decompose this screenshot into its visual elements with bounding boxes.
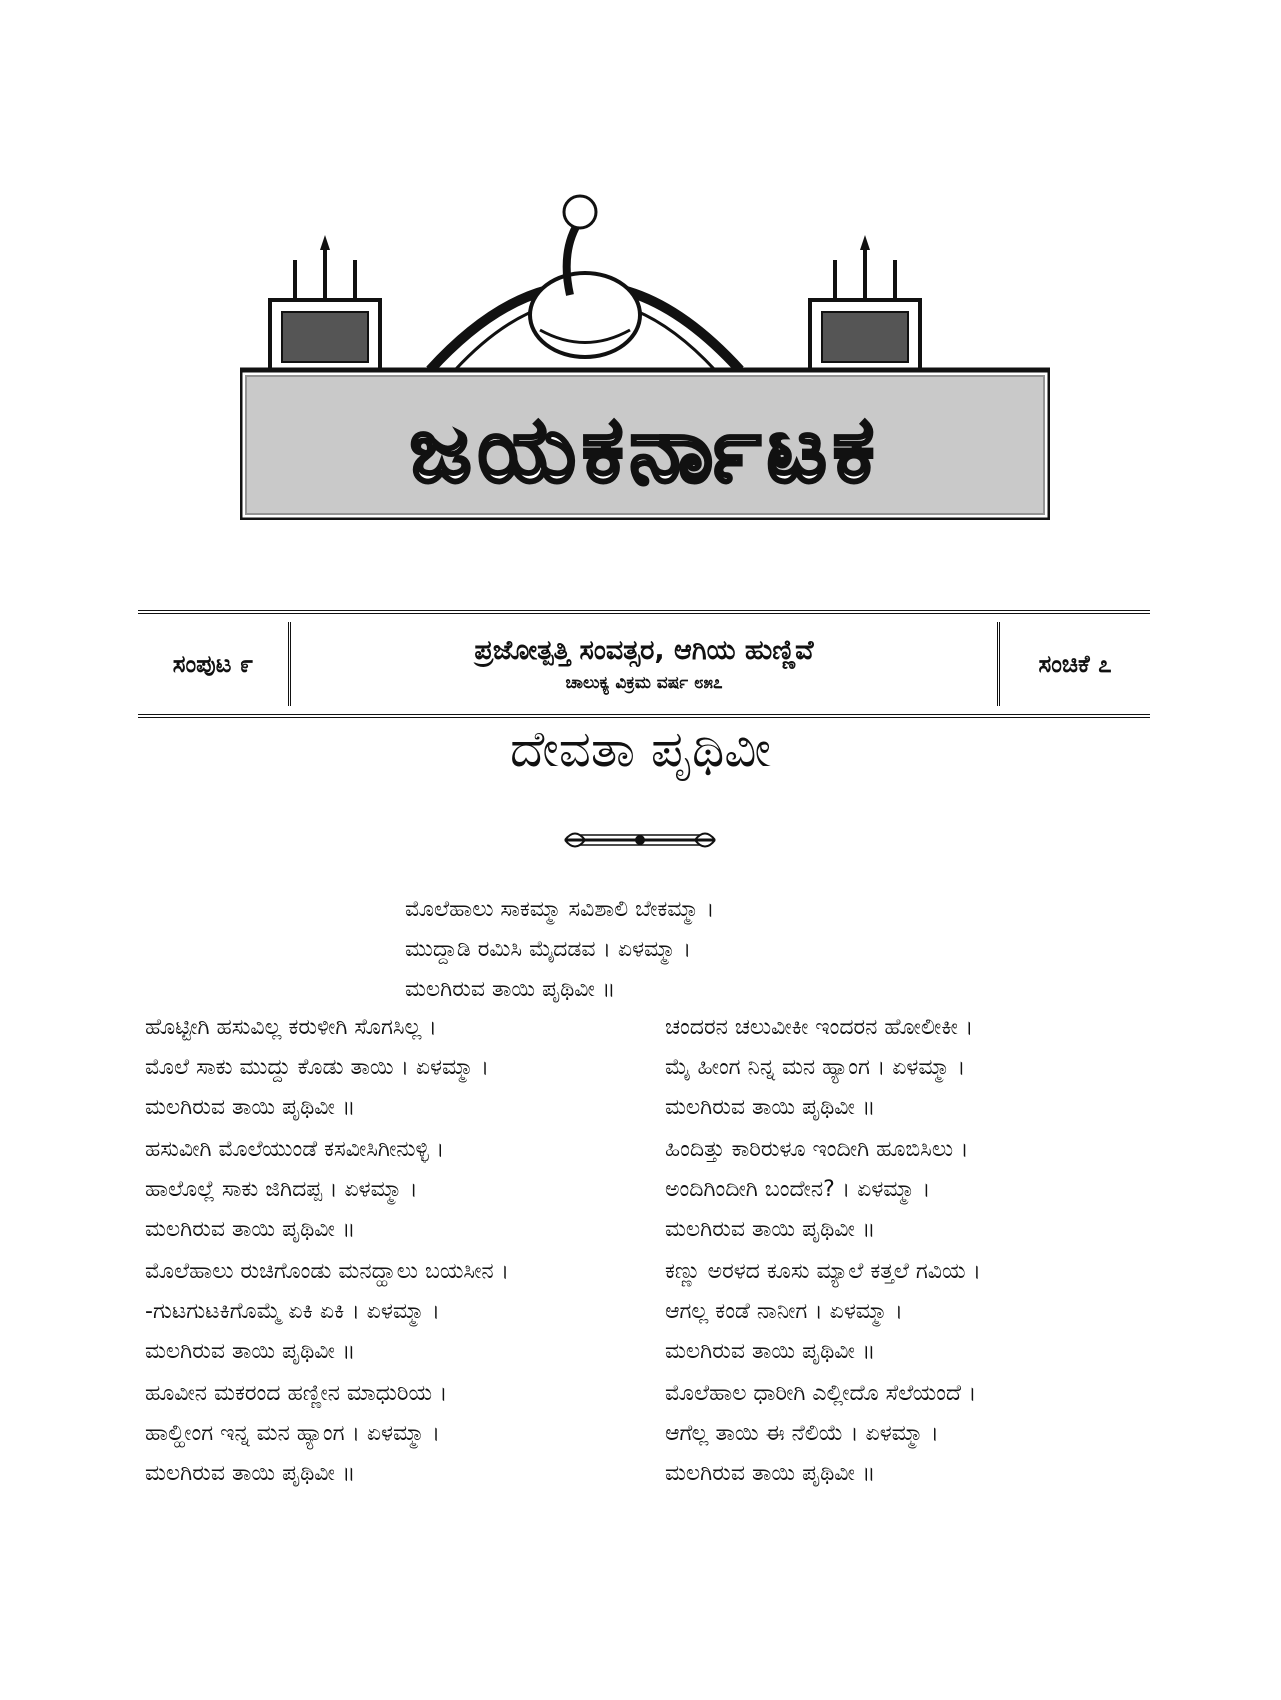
left-stanza-3 [145, 1252, 509, 1372]
verse-line: ಮಲಗಿರುವ ತಾಯಿ ಪೃಥಿವೀ ॥ [665, 1339, 876, 1364]
issue-bar [138, 610, 1150, 718]
verse-line: ಮಲಗಿರುವ ತಾಯಿ ಪೃಥಿವೀ ॥ [665, 1461, 876, 1486]
verse-line: ಮೊಲೆಹಾಲು ಸಾಕಮ್ಮಾ ಸವಿಶಾಲಿ ಬೇಕಮ್ಮಾ । [405, 897, 715, 922]
verse-line: ಆಗಲ್ಲ ಕಂಡೆ ನಾನೀಗ । ಏಳಮ್ಮಾ । [665, 1299, 903, 1324]
volume-label: ಸಂಪುಟ ೯ [172, 650, 254, 678]
poem-title: ದೇವತಾ ಪೃಥಿವೀ [510, 720, 771, 778]
right-stanza-1 [665, 1008, 973, 1128]
issue-number-label: ಸಂಚಿಕೆ ೭ [1038, 650, 1112, 678]
verse-line: ಮಲಗಿರುವ ತಾಯಿ ಪೃಥಿವೀ ॥ [145, 1095, 356, 1120]
right-stanza-2 [665, 1130, 968, 1250]
ornament-divider-icon [560, 825, 720, 855]
elephant-arch-icon [430, 196, 740, 370]
left-stanza-2 [145, 1130, 444, 1250]
verse-line: ಮಲಗಿರುವ ತಾಯಿ ಪೃಥಿವೀ ॥ [665, 1217, 876, 1242]
intro-stanza [405, 890, 714, 1010]
issue-center [288, 622, 1000, 706]
verse-line: ಅಂದಿಗಿಂದೀಗಿ ಬಂದೇನ? । ಏಳಮ್ಮಾ । [665, 1177, 931, 1202]
masthead-title: ಜಯಕರ್ನಾಟಕ [409, 395, 881, 503]
verse-line: ಮಲಗಿರುವ ತಾಯಿ ಪೃಥಿವೀ ॥ [665, 1095, 876, 1120]
verse-line: ಹಿಂದಿತ್ತು ಕಾರಿರುಳೂ ಇಂದೀಗಿ ಹೂಬಿಸಿಲು । [665, 1137, 969, 1162]
left-stanza-1 [145, 1008, 489, 1128]
verse-line: ಹಸುವೀಗಿ ಮೊಲೆಯುಂಡೆ ಕಸವೀಸಿಗೀನುಳ್ಳಿ । [145, 1137, 445, 1162]
verse-line: ಹೂವೀನ ಮಕರಂದ ಹಣ್ಣೀನ ಮಾಧುರಿಯ । [145, 1381, 448, 1406]
verse-line: ಮಲಗಿರುವ ತಾಯಿ ಪೃಥಿವೀ ॥ [405, 977, 616, 1002]
verse-line: ಆಗೆಲ್ಲ ತಾಯಿ ಈ ನೆಲಿಯೆ । ಏಳಮ್ಮಾ । [665, 1421, 939, 1446]
verse-line: ಮಲಗಿರುವ ತಾಯಿ ಪೃಥಿವೀ ॥ [145, 1461, 356, 1486]
right-stanza-3 [665, 1252, 981, 1372]
verse-line: ಮೊಲೆ ಸಾಕು ಮುದ್ದು ಕೊಡು ತಾಯಿ । ಏಳಮ್ಮಾ । [145, 1055, 490, 1080]
verse-line: ಕಣ್ಣು ಅರಳದ ಕೂಸು ಮ್ಯಾಲೆ ಕತ್ತಲೆ ಗವಿಯ । [665, 1259, 981, 1284]
verse-line: ಮುದ್ದಾಡಿ ರಮಿಸಿ ಮೈದಡವ । ಏಳಮ್ಮಾ । [405, 937, 692, 962]
verse-line: ಚಂದರನ ಚಲುವೀಕೀ ಇಂದರನ ಹೋಲೀಕೀ । [665, 1015, 974, 1040]
verse-line: ಹಾಲ್ಹೀಂಗ ಇನ್ನ ಮನ ಹ್ಯಾಂಗ । ಏಳಮ್ಮಾ । [145, 1421, 441, 1446]
verse-line: -ಗುಟಗುಟಕಿಗೊಮ್ಮೆ ಏಕಿ ಏಕಿ । ಏಳಮ್ಮಾ । [145, 1299, 440, 1324]
right-stanza-4 [665, 1374, 976, 1494]
left-stanza-4 [145, 1374, 447, 1494]
masthead [240, 190, 1050, 520]
verse-line: ಹೊಟ್ಟೀಗಿ ಹಸುವಿಲ್ಲ ಕರುಳೀಗಿ ಸೊಗಸಿಲ್ಲ । [145, 1015, 437, 1040]
verse-line: ಮಲಗಿರುವ ತಾಯಿ ಪೃಥಿವೀ ॥ [145, 1217, 356, 1242]
left-shrine-icon [270, 235, 380, 370]
issue-date-line: ಪ್ರಜೋತ್ಪತ್ತಿ ಸಂವತ್ಸರ, ಆಗಿಯ ಹುಣ್ಣಿವೆ [474, 635, 814, 666]
verse-line: ಮಲಗಿರುವ ತಾಯಿ ಪೃಥಿವೀ ॥ [145, 1339, 356, 1364]
verse-line: ಮೊಲೆಹಾಲ ಧಾರೀಗಿ ಎಲ್ಲೀದೊ ಸೆಲೆಯಂದೆ । [665, 1381, 977, 1406]
verse-line: ಮೈ ಹೀಂಗ ನಿನ್ನ ಮನ ಹ್ಯಾಂಗ । ಏಳಮ್ಮಾ । [665, 1055, 966, 1080]
right-shrine-icon [810, 235, 920, 370]
verse-line: ಮೊಲೆಹಾಲು ರುಚಿಗೊಂಡು ಮನದ್ಹಾಲು ಬಯಸೀನ । [145, 1259, 510, 1284]
issue-era-line: ಚಾಲುಕ್ಯ ವಿಕ್ರಮ ವರ್ಷ ೮೫೭ [565, 673, 723, 693]
verse-line: ಹಾಲೊಲ್ಲೆ ಸಾಕು ಜಿಗಿದಪ್ಪ । ಏಳಮ್ಮಾ । [145, 1177, 418, 1202]
